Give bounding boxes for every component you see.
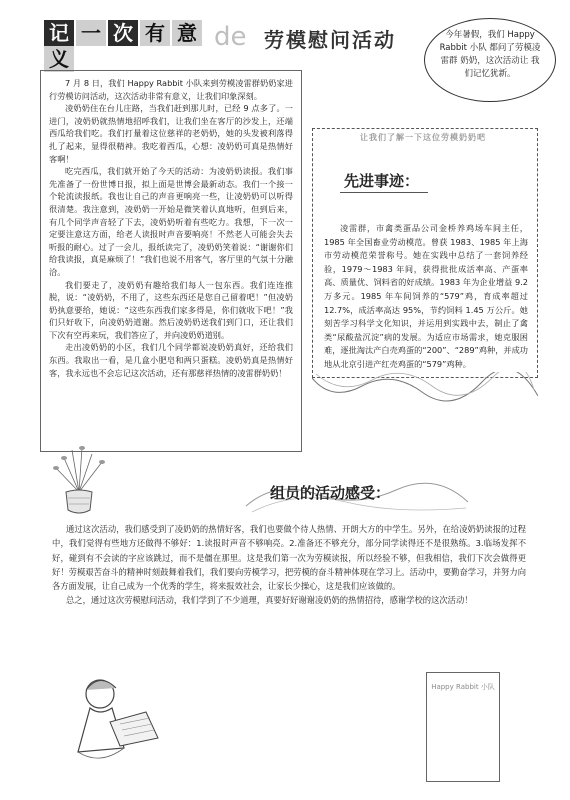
reading-girl-illustration: [60, 668, 170, 778]
title-subject: 劳模慰问活动: [264, 28, 396, 52]
story-paragraph: 吃完西瓜，我们就开始了今天的活动：为凌奶奶读报。我们事先准备了一份世博日报，拟上面是世博会最新动态。我们一个接一个轮流读报纸。我也让自己的声音更响亮一些，让凌奶奶可以听得很清楚。我注意到，凌奶奶一开始是微笑着认真地听，但到后来，有几个同学声音轻了下去，凌奶奶听着有些吃力。我想，下一次一定要注意这方面，给老人读报时声音要响亮！不然老人可能会失去听报的耐心。过了一会儿，报纸读完了，凌奶奶笑着说：“谢谢你们给我读报，真是麻烦了！”我们也说不用客气，客厅里的气氛十分融洽。: [49, 166, 293, 277]
story-paragraph: 我们要走了，凌奶奶有趣给我们每人一包东西。我们连连推脱，说：“凌奶奶，不用了，这些东西还是您自己留着吧！”但凌奶奶执意要给，她说：“这些东西我们家多得是，你们就收下吧！”我们只好收下，向凌奶奶道谢。然后凌奶奶送我们到门口，还让我们下次有空再来玩，我们答应了，并向凌奶奶道别。: [49, 279, 293, 340]
group-feelings-body: [52, 522, 526, 608]
title-char: 意: [172, 20, 202, 46]
intro-bubble-text: 今年暑假，我们 Happy Rabbit 小队 都问了劳模凌雷群 奶奶，这次活动让 我们记忆犹新。: [439, 30, 541, 79]
title-char: 次: [108, 20, 138, 46]
title-char: 义: [44, 46, 74, 72]
advanced-deeds-title: 先进事迹：: [344, 172, 420, 190]
story-paragraph: 7 月 8 日，我们 Happy Rabbit 小队来到劳模凌雷群奶奶家进行劳模访问活动，这次活动非常有意义，让我们印象深刻。: [49, 78, 293, 101]
title-char: 有: [140, 20, 170, 46]
squiggle-ornament: [312, 372, 538, 408]
group-feelings-title: 组员的活动感受：: [270, 484, 391, 502]
frame-banner: 让我们了解一下这位劳模奶奶吧: [360, 133, 486, 142]
advanced-deeds-body: [324, 222, 528, 372]
intro-bubble: [424, 18, 556, 102]
group-paragraph: 通过这次活动，我们感受到了凌奶奶的热情好客，我们也要做个待人热情、开朗大方的中学生。另外，在给凌奶奶读报的过程中，我们觉得有些地方还做得不够好：1.读报时声音不够响亮。2.准备还不够充分，部分同学读得还不是很熟练。3.临场发挥不好，碰到有不会读的字应该跳过，而不是僵在那里。这是我们第一次为劳模读报，所以经验不够，但我相信，我们下次会做得更好！劳模艰苦奋斗的精神时刻鼓舞着我们，我们要向劳模学习，把劳模的奋斗精神体现在学习上。活动中，要勤奋学习，并努力向各方面发展，让自己成为一个优秀的学生，将来报效社会，让家长少操心，这是我们应该做的。: [52, 524, 526, 592]
title-char: 记: [44, 20, 74, 46]
vase-icon: [44, 440, 114, 520]
page-title: [44, 20, 224, 71]
story-box: [40, 70, 302, 452]
advanced-deeds-text: 凌雷群，市禽类蛋品公司金桥养鸡场车间主任，1985 年全国畜业劳动模范。曾获 1983、1985 年上海市劳动模范荣誉称号。她在实践中总结了一套饲养经验，1979～1983 年间，获得批批成活率高、产蛋率高、质量优、饲料省的好成绩。1983 年为企业增益 9.2 万多元。1985 年车间饲养的“579”鸡，育成率超过 12.7%，成活率高达 95%，节约饲料 1.45 万公斤。她刻苦学习科学文化知识，并运用到实践中去，制止了禽类“尿酸盐沉淀”病的发展。为适应市场需求，她克服困难，逐批淘汰产白壳鸡蛋的“200”、“289”鸡种，并成功地从北京引进产红壳鸡蛋的“579”鸡种。: [324, 223, 528, 369]
title-char: 一: [76, 20, 106, 46]
title-underline: [340, 192, 428, 193]
title-de: de: [214, 22, 247, 52]
group-paragraph: 总之，通过这次劳模慰问活动，我们学到了不少道理，真要好好谢谢凌奶奶的热情招待，感谢学校的这次活动！: [66, 595, 473, 606]
story-paragraph: 走出凌奶奶的小区，我们几个同学都说凌奶奶真好，还给我们东西。我取出一看，是几盒小肥皂和两只蛋糕。凌奶奶真是热情好客，我永远也不会忘记这次活动，还有那慈祥热情的凌雷群奶奶！: [49, 342, 293, 378]
signature-text: Happy Rabbit 小队: [431, 683, 495, 691]
story-paragraph: 凌奶奶住在台儿庄路，当我们赶到那儿时，已经 9 点多了。一进门，凌奶奶就热情地招呼我们，让我们坐在客厅的沙发上，还端西瓜给我们吃。我们打量着这位慈祥的老奶奶，她的头发被利落得扎了起来，显得很精神。我吃着西瓜，心想：凌奶奶可真是热情好客啊！: [49, 103, 293, 164]
